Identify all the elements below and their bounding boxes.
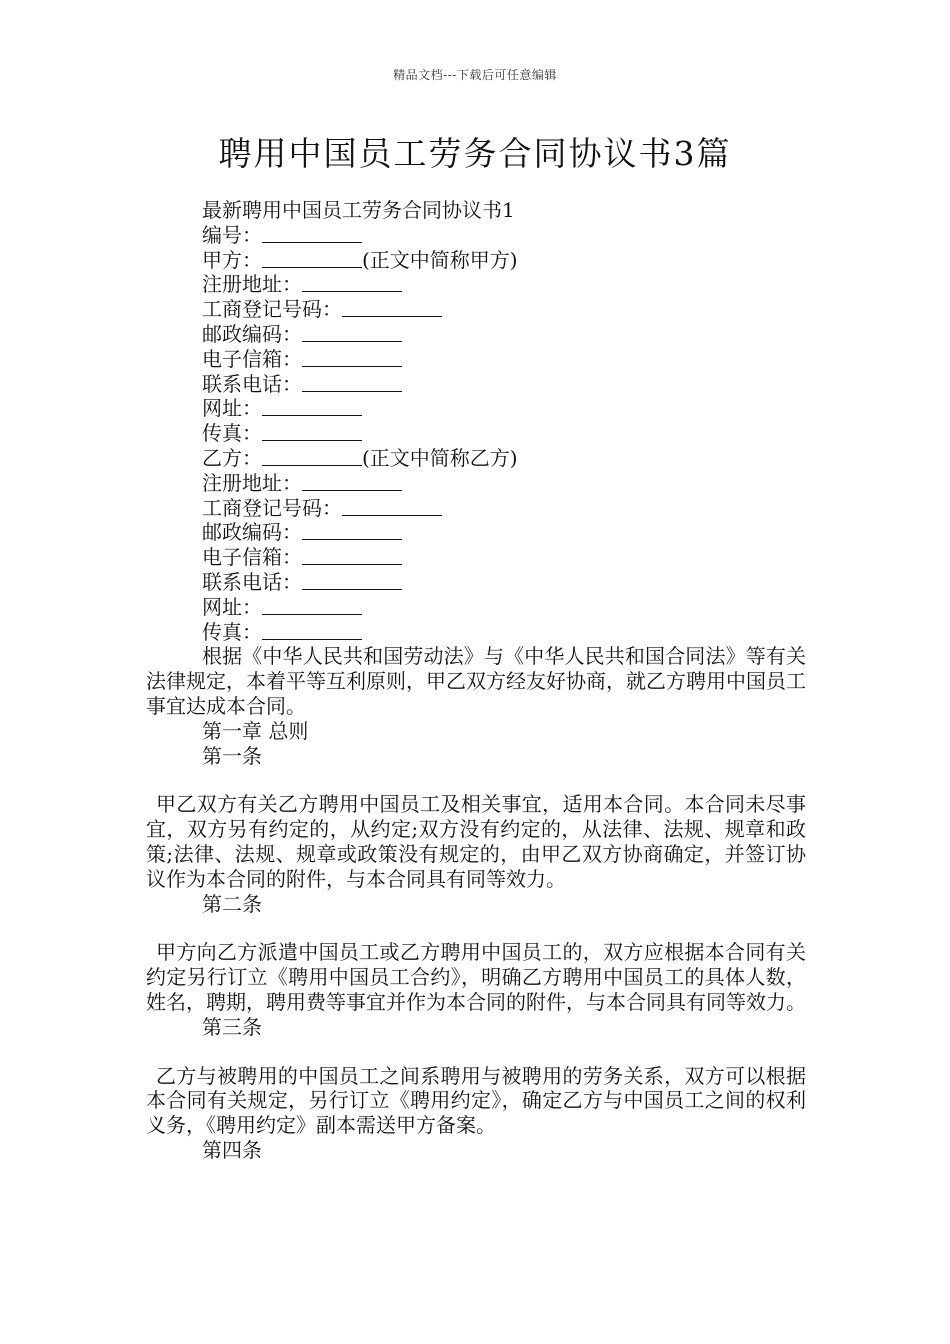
fill-in-blank bbox=[302, 472, 402, 491]
article-3-title: 第三条 bbox=[202, 1014, 262, 1039]
fill-in-blank bbox=[262, 621, 362, 640]
field-suffix: (正文中简称乙方) bbox=[362, 445, 518, 470]
subtitle: 最新聘用中国员工劳务合同协议书1 bbox=[202, 198, 515, 222]
field-row bbox=[146, 248, 806, 273]
field-label: 联系电话： bbox=[202, 569, 302, 594]
field-label: 传真： bbox=[202, 619, 262, 644]
article-4-title: 第四条 bbox=[202, 1137, 262, 1162]
party-fields bbox=[146, 223, 806, 645]
fill-in-blank bbox=[262, 249, 362, 268]
fill-in-blank bbox=[262, 596, 362, 615]
field-row bbox=[146, 372, 806, 397]
field-row bbox=[146, 421, 806, 446]
field-label: 网址： bbox=[202, 396, 262, 421]
fill-in-blank bbox=[302, 323, 402, 342]
field-row bbox=[146, 322, 806, 347]
field-row bbox=[146, 347, 806, 372]
article-1-title: 第一条 bbox=[202, 743, 262, 768]
fill-in-blank bbox=[342, 298, 442, 317]
field-suffix: (正文中简称甲方) bbox=[362, 247, 518, 272]
article-1-text: 甲乙双方有关乙方聘用中国员工及相关事宜，适用本合同。本合同未尽事宜，双方另有约定的，从约定;双方没有约定的，从法律、法规、规章和政策;法律、法规、规章或政策没有规定的，由甲乙双方协商确定，并签订协议作为本合同的附件，与本合同具有同等效力。 bbox=[146, 792, 806, 891]
article-3-text: 乙方与被聘用的中国员工之间系聘用与被聘用的劳务关系，双方可以根据本合同有关规定，另行订立《聘用约定》，确定乙方与中国员工之间的权利义务，《聘用约定》副本需送甲方备案。 bbox=[146, 1063, 806, 1138]
fill-in-blank bbox=[302, 546, 402, 565]
field-row bbox=[146, 272, 806, 297]
field-label: 联系电话： bbox=[202, 371, 302, 396]
field-row bbox=[146, 620, 806, 645]
field-row bbox=[146, 520, 806, 545]
field-label: 乙方： bbox=[202, 445, 262, 470]
field-label: 电子信箱： bbox=[202, 346, 302, 371]
field-row bbox=[146, 297, 806, 322]
chapter-heading: 第一章 总则 bbox=[202, 718, 309, 743]
field-label: 甲方： bbox=[202, 247, 262, 272]
field-row bbox=[146, 570, 806, 595]
field-label: 工商登记号码： bbox=[202, 495, 342, 520]
fill-in-blank bbox=[262, 447, 362, 466]
field-row bbox=[146, 223, 806, 248]
field-row bbox=[146, 496, 806, 521]
field-label: 传真： bbox=[202, 421, 262, 446]
intro-paragraph: 根据《中华人民共和国劳动法》与《中华人民共和国合同法》等有关法律规定，本着平等互利原则，甲乙双方经友好协商，就乙方聘用中国员工事宜达成本合同。 bbox=[146, 644, 806, 718]
document-body bbox=[146, 198, 806, 1163]
page-header: 精品文档---下载后可任意编辑 bbox=[393, 68, 557, 82]
field-label: 注册地址： bbox=[202, 470, 302, 495]
fill-in-blank bbox=[342, 497, 442, 516]
field-label: 邮政编码： bbox=[202, 321, 302, 346]
field-label: 网址： bbox=[202, 594, 262, 619]
fill-in-blank bbox=[302, 348, 402, 367]
field-row bbox=[146, 471, 806, 496]
field-label: 工商登记号码： bbox=[202, 297, 342, 322]
field-label: 编号： bbox=[202, 222, 262, 247]
document-title: 聘用中国员工劳务合同协议书3篇 bbox=[218, 134, 732, 173]
fill-in-blank bbox=[302, 373, 402, 392]
field-row bbox=[146, 446, 806, 471]
field-label: 注册地址： bbox=[202, 272, 302, 297]
field-row bbox=[146, 396, 806, 421]
field-label: 邮政编码： bbox=[202, 520, 302, 545]
article-2-text: 甲方向乙方派遣中国员工或乙方聘用中国员工的，双方应根据本合同有关约定另行订立《聘用中国员工合约》，明确乙方聘用中国员工的具体人数，姓名，聘期，聘用费等事宜并作为本合同的附件，与本合同具有同等效力。 bbox=[146, 940, 806, 1014]
fill-in-blank bbox=[302, 273, 402, 292]
fill-in-blank bbox=[302, 521, 402, 540]
fill-in-blank bbox=[262, 422, 362, 441]
field-row bbox=[146, 595, 806, 620]
article-2-title: 第二条 bbox=[202, 891, 262, 916]
fill-in-blank bbox=[262, 397, 362, 416]
fill-in-blank bbox=[302, 571, 402, 590]
fill-in-blank bbox=[262, 224, 362, 243]
field-label: 电子信箱： bbox=[202, 545, 302, 570]
field-row bbox=[146, 545, 806, 570]
